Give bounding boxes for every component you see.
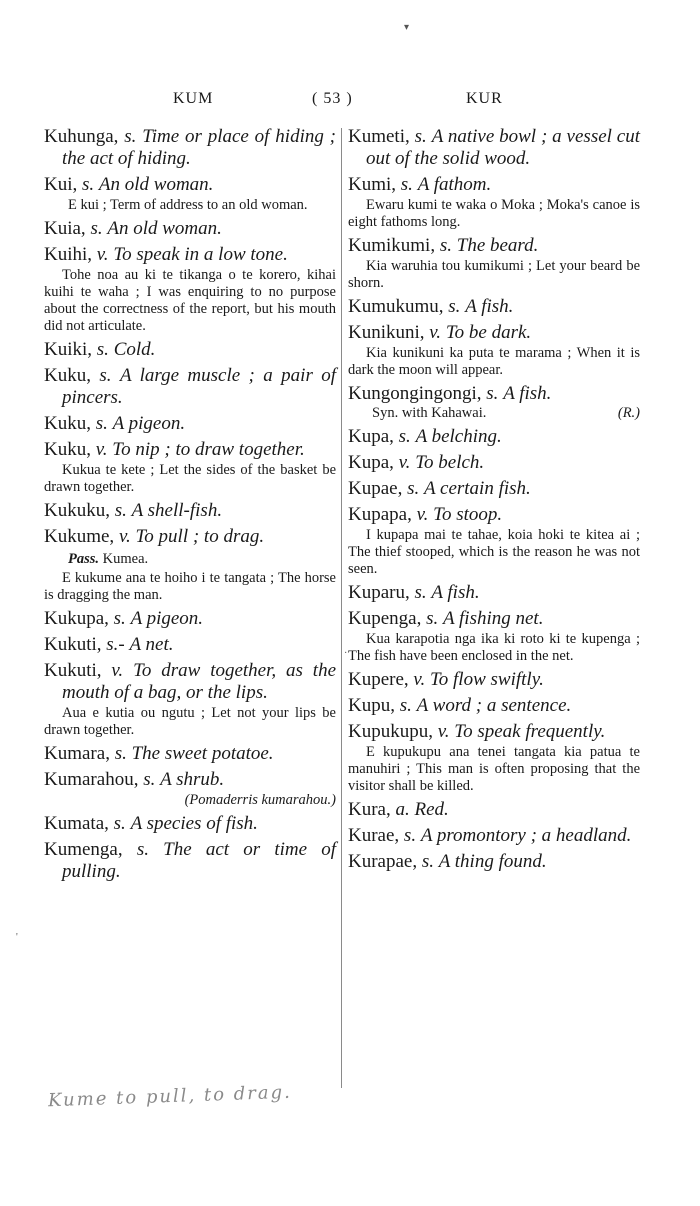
dictionary-entry [44, 339, 336, 361]
dictionary-entry [44, 634, 336, 656]
entry-headline [348, 851, 640, 873]
part-of-speech: s. [82, 174, 95, 195]
headword: Kuiki, [44, 339, 93, 360]
source-note: (R.) [617, 405, 640, 421]
entry-headline [44, 365, 336, 409]
definition: A certain fish. [424, 478, 531, 499]
entry-headline [348, 322, 640, 344]
dictionary-entry [348, 851, 640, 873]
entry-headline [44, 813, 336, 835]
definition: To nip ; to draw together. [112, 439, 305, 460]
dictionary-entry [348, 799, 640, 821]
definition: A promontory ; a headland. [420, 825, 632, 846]
entry-headline [348, 608, 640, 630]
part-of-speech: s. [143, 769, 156, 790]
dictionary-entry [44, 413, 336, 435]
dictionary-entry [348, 296, 640, 318]
dictionary-entry [44, 813, 336, 835]
headword: Kunikuni, [348, 322, 425, 343]
dictionary-entry [44, 218, 336, 240]
dictionary-entry [44, 126, 336, 170]
headword: Kupa, [348, 426, 394, 447]
part-of-speech: s. [426, 608, 439, 629]
part-of-speech: s. [113, 608, 126, 629]
dictionary-entry [348, 126, 640, 170]
entry-headline [44, 126, 336, 170]
part-of-speech: s. [96, 339, 109, 360]
dictionary-entry [44, 500, 336, 522]
page-number: ( 53 ) [312, 90, 353, 107]
dictionary-entry [348, 608, 640, 665]
entry-headline [348, 426, 640, 448]
part-of-speech: s. [136, 839, 149, 860]
entry-headline [348, 174, 640, 196]
entry-headline [44, 526, 336, 548]
headword: Kuku, [44, 439, 91, 460]
entry-headline [348, 825, 640, 847]
headword: Kuparu, [348, 582, 410, 603]
definition: A word ; a sentence. [416, 695, 572, 716]
entry-headline [348, 721, 640, 743]
definition: A shrub. [160, 769, 225, 790]
headword: Kuku, [44, 365, 91, 386]
part-of-speech: s. [114, 743, 127, 764]
part-of-speech: s. [90, 218, 103, 239]
definition: A pigeon. [112, 413, 186, 434]
part-of-speech: v. [398, 452, 411, 473]
headword: Kukuti, [44, 660, 102, 681]
entry-headline [348, 582, 640, 604]
definition: A fishing net. [443, 608, 544, 629]
dictionary-entry [44, 660, 336, 739]
headword: Kupenga, [348, 608, 422, 629]
headword: Kupae, [348, 478, 403, 499]
definition: The beard. [456, 235, 539, 256]
dictionary-entry [348, 695, 640, 717]
part-of-speech: s.- [106, 634, 125, 655]
definition: A native bowl ; a vessel cut out of the solid wood. [366, 126, 641, 169]
handwritten-annotation: Kume to pull, to drag. [47, 1081, 293, 1112]
synonym-line [348, 405, 640, 422]
usage-example: E kupukupu ana tenei tangata kia patua te manuhiri ; This man is often proposing that the visitor shall be killed. [348, 744, 640, 794]
definition: Red. [414, 799, 449, 820]
headword: Kumukumu, [348, 296, 444, 317]
definition: To belch. [415, 452, 485, 473]
entry-headline [44, 769, 336, 791]
definition: A fathom. [417, 174, 492, 195]
entry-headline [348, 296, 640, 318]
header-left-guide-word: KUM [173, 90, 214, 107]
definition: A thing found. [438, 851, 547, 872]
entry-headline [348, 799, 640, 821]
part-of-speech: v. [111, 660, 124, 681]
dictionary-entry [44, 526, 336, 604]
headword: Kukume, [44, 526, 115, 547]
part-of-speech: s. [407, 478, 420, 499]
botanical-name: (Pomaderris kumarahou.) [184, 792, 336, 808]
definition: Time or place of hiding ; the act of hiding. [62, 126, 337, 169]
entry-headline [44, 839, 336, 883]
definition: To speak in a low tone. [113, 244, 288, 265]
headword: Kupapa, [348, 504, 412, 525]
definition: To stoop. [433, 504, 503, 525]
dictionary-entry [44, 608, 336, 630]
part-of-speech: s. [421, 851, 435, 872]
part-of-speech: s. [448, 296, 461, 317]
dictionary-entry [44, 839, 336, 883]
definition: A fish. [465, 296, 514, 317]
dictionary-entry [348, 452, 640, 474]
dictionary-entry [348, 322, 640, 379]
dictionary-entry [44, 743, 336, 765]
usage-example: Aua e kutia ou ngutu ; Let not your lips be drawn together. [44, 705, 336, 738]
definition: To pull ; to drag. [135, 526, 265, 547]
synonym-text: Syn. with Kahawai. [372, 405, 487, 421]
part-of-speech: a. [395, 799, 410, 820]
dictionary-entry [348, 174, 640, 231]
definition: To flow swiftly. [429, 669, 544, 690]
headword: Kurae, [348, 825, 400, 846]
entry-headline [348, 126, 640, 170]
definition: To draw together, as the mouth of a bag, or the lips. [62, 660, 336, 703]
entry-headline [44, 500, 336, 522]
print-speck: ' [16, 932, 18, 943]
entry-headline [348, 669, 640, 691]
usage-example: E kui ; Term of address to an old woman. [68, 197, 308, 213]
definition: An old woman. [107, 218, 222, 239]
entry-headline [44, 218, 336, 240]
headword: Kupa, [348, 452, 394, 473]
headword: Kumi, [348, 174, 397, 195]
definition: A net. [129, 634, 174, 655]
dictionary-entry [348, 721, 640, 795]
part-of-speech: s. [486, 383, 499, 404]
definition: The sweet potatoe. [131, 743, 274, 764]
entry-headline [44, 608, 336, 630]
entry-headline [348, 478, 640, 500]
definition: A species of fish. [130, 813, 258, 834]
headword: Kupere, [348, 669, 409, 690]
print-speck: ▾ [404, 22, 410, 33]
part-of-speech: s. [113, 813, 126, 834]
entry-headline [348, 235, 640, 257]
passive-form [44, 550, 336, 568]
headword: Kupu, [348, 695, 395, 716]
usage-example: Kia kunikuni ka puta te marama ; When it is dark the moon will appear. [348, 345, 640, 378]
part-of-speech: v. [429, 322, 442, 343]
headword: Kura, [348, 799, 391, 820]
dictionary-entry [44, 174, 336, 214]
entry-headline [44, 413, 336, 435]
entry-headline [348, 504, 640, 526]
headword: Kuihi, [44, 244, 93, 265]
part-of-speech: s. [414, 582, 427, 603]
headword: Kungongingongi, [348, 383, 482, 404]
entry-headline [44, 244, 336, 266]
entry-headline [348, 452, 640, 474]
part-of-speech: s. [114, 500, 127, 521]
part-of-speech: s. [399, 695, 412, 716]
entry-headline [44, 174, 336, 196]
headword: Kumikumi, [348, 235, 436, 256]
part-of-speech: s. [400, 174, 413, 195]
passive-value: Kumea. [102, 551, 149, 567]
definition: A fish. [503, 383, 552, 404]
definition: Cold. [113, 339, 156, 360]
part-of-speech: v. [95, 439, 108, 460]
part-of-speech: s. [95, 413, 108, 434]
headword: Kupukupu, [348, 721, 433, 742]
dictionary-entry [348, 669, 640, 691]
definition: The act or time of pulling. [62, 839, 336, 882]
print-speck: · [344, 648, 348, 659]
part-of-speech: s. [414, 126, 427, 147]
headword: Kukupa, [44, 608, 109, 629]
entry-headline [348, 695, 640, 717]
dictionary-entry [348, 426, 640, 448]
part-of-speech: s. [403, 825, 417, 846]
dictionary-entry [44, 439, 336, 496]
headword: Kuhunga, [44, 126, 119, 147]
definition: To be dark. [445, 322, 532, 343]
part-of-speech: s. [124, 126, 137, 147]
right-column [348, 126, 640, 877]
usage-example: Kukua te kete ; Let the sides of the basket be drawn together. [44, 462, 336, 495]
column-divider [341, 128, 342, 1088]
dictionary-entry [348, 235, 640, 292]
entry-headline [44, 660, 336, 704]
entry-headline [44, 743, 336, 765]
entry-headline [44, 439, 336, 461]
dictionary-entry [44, 769, 336, 809]
part-of-speech: s. [398, 426, 411, 447]
left-column [44, 126, 336, 887]
part-of-speech: v. [96, 244, 109, 265]
headword: Kuia, [44, 218, 86, 239]
usage-example: Tohe noa au ki te tikanga o te korero, kihai kuihi te waha ; I was enquiring to no purpose about the correctness of the report, but his mouth did not articulate. [44, 267, 336, 334]
headword: Kumata, [44, 813, 109, 834]
headword: Kui, [44, 174, 78, 195]
usage-example: Ewaru kumi te waka o Moka ; Moka's canoe is eight fathoms long. [348, 197, 640, 230]
dictionary-entry [348, 478, 640, 500]
part-of-speech: v. [413, 669, 426, 690]
dictionary-entry [44, 244, 336, 335]
entry-headline [44, 634, 336, 656]
headword: Kumenga, [44, 839, 123, 860]
entry-headline [44, 339, 336, 361]
headword: Kukuti, [44, 634, 102, 655]
dictionary-entry [348, 825, 640, 847]
dictionary-entry [348, 582, 640, 604]
definition: To speak frequently. [454, 721, 606, 742]
part-of-speech: v. [437, 721, 450, 742]
passive-label: Pass. [68, 551, 100, 567]
dictionary-entry [348, 504, 640, 578]
dictionary-entry [348, 383, 640, 422]
headword: Kukuku, [44, 500, 110, 521]
page-header [0, 90, 700, 114]
usage-example: Kua karapotia nga ika ki roto ki te kupenga ; The fish have been enclosed in the net. [348, 631, 640, 664]
usage-example: Kia waruhia tou kumikumi ; Let your beard be shorn. [348, 258, 640, 291]
definition: A large muscle ; a pair of pincers. [62, 365, 337, 408]
dictionary-entry [44, 365, 336, 409]
definition: An old woman. [98, 174, 214, 195]
part-of-speech: s. [99, 365, 112, 386]
headword: Kurapae, [348, 851, 418, 872]
usage-example: I kupapa mai te tahae, koia hoki te kitea ai ; The thief stooped, which is the reason he was not seen. [348, 527, 640, 577]
part-of-speech: s. [439, 235, 452, 256]
headword: Kumara, [44, 743, 110, 764]
definition: A belching. [415, 426, 502, 447]
definition: A fish. [431, 582, 480, 603]
headword: Kuku, [44, 413, 91, 434]
definition: A shell-fish. [131, 500, 223, 521]
entry-headline [348, 383, 640, 405]
part-of-speech: v. [118, 526, 131, 547]
headword: Kumarahou, [44, 769, 139, 790]
definition: A pigeon. [130, 608, 204, 629]
part-of-speech: v. [416, 504, 429, 525]
headword: Kumeti, [348, 126, 410, 147]
usage-example: E kukume ana te hoiho i te tangata ; The horse is dragging the man. [44, 570, 336, 603]
header-right-guide-word: KUR [466, 90, 503, 107]
